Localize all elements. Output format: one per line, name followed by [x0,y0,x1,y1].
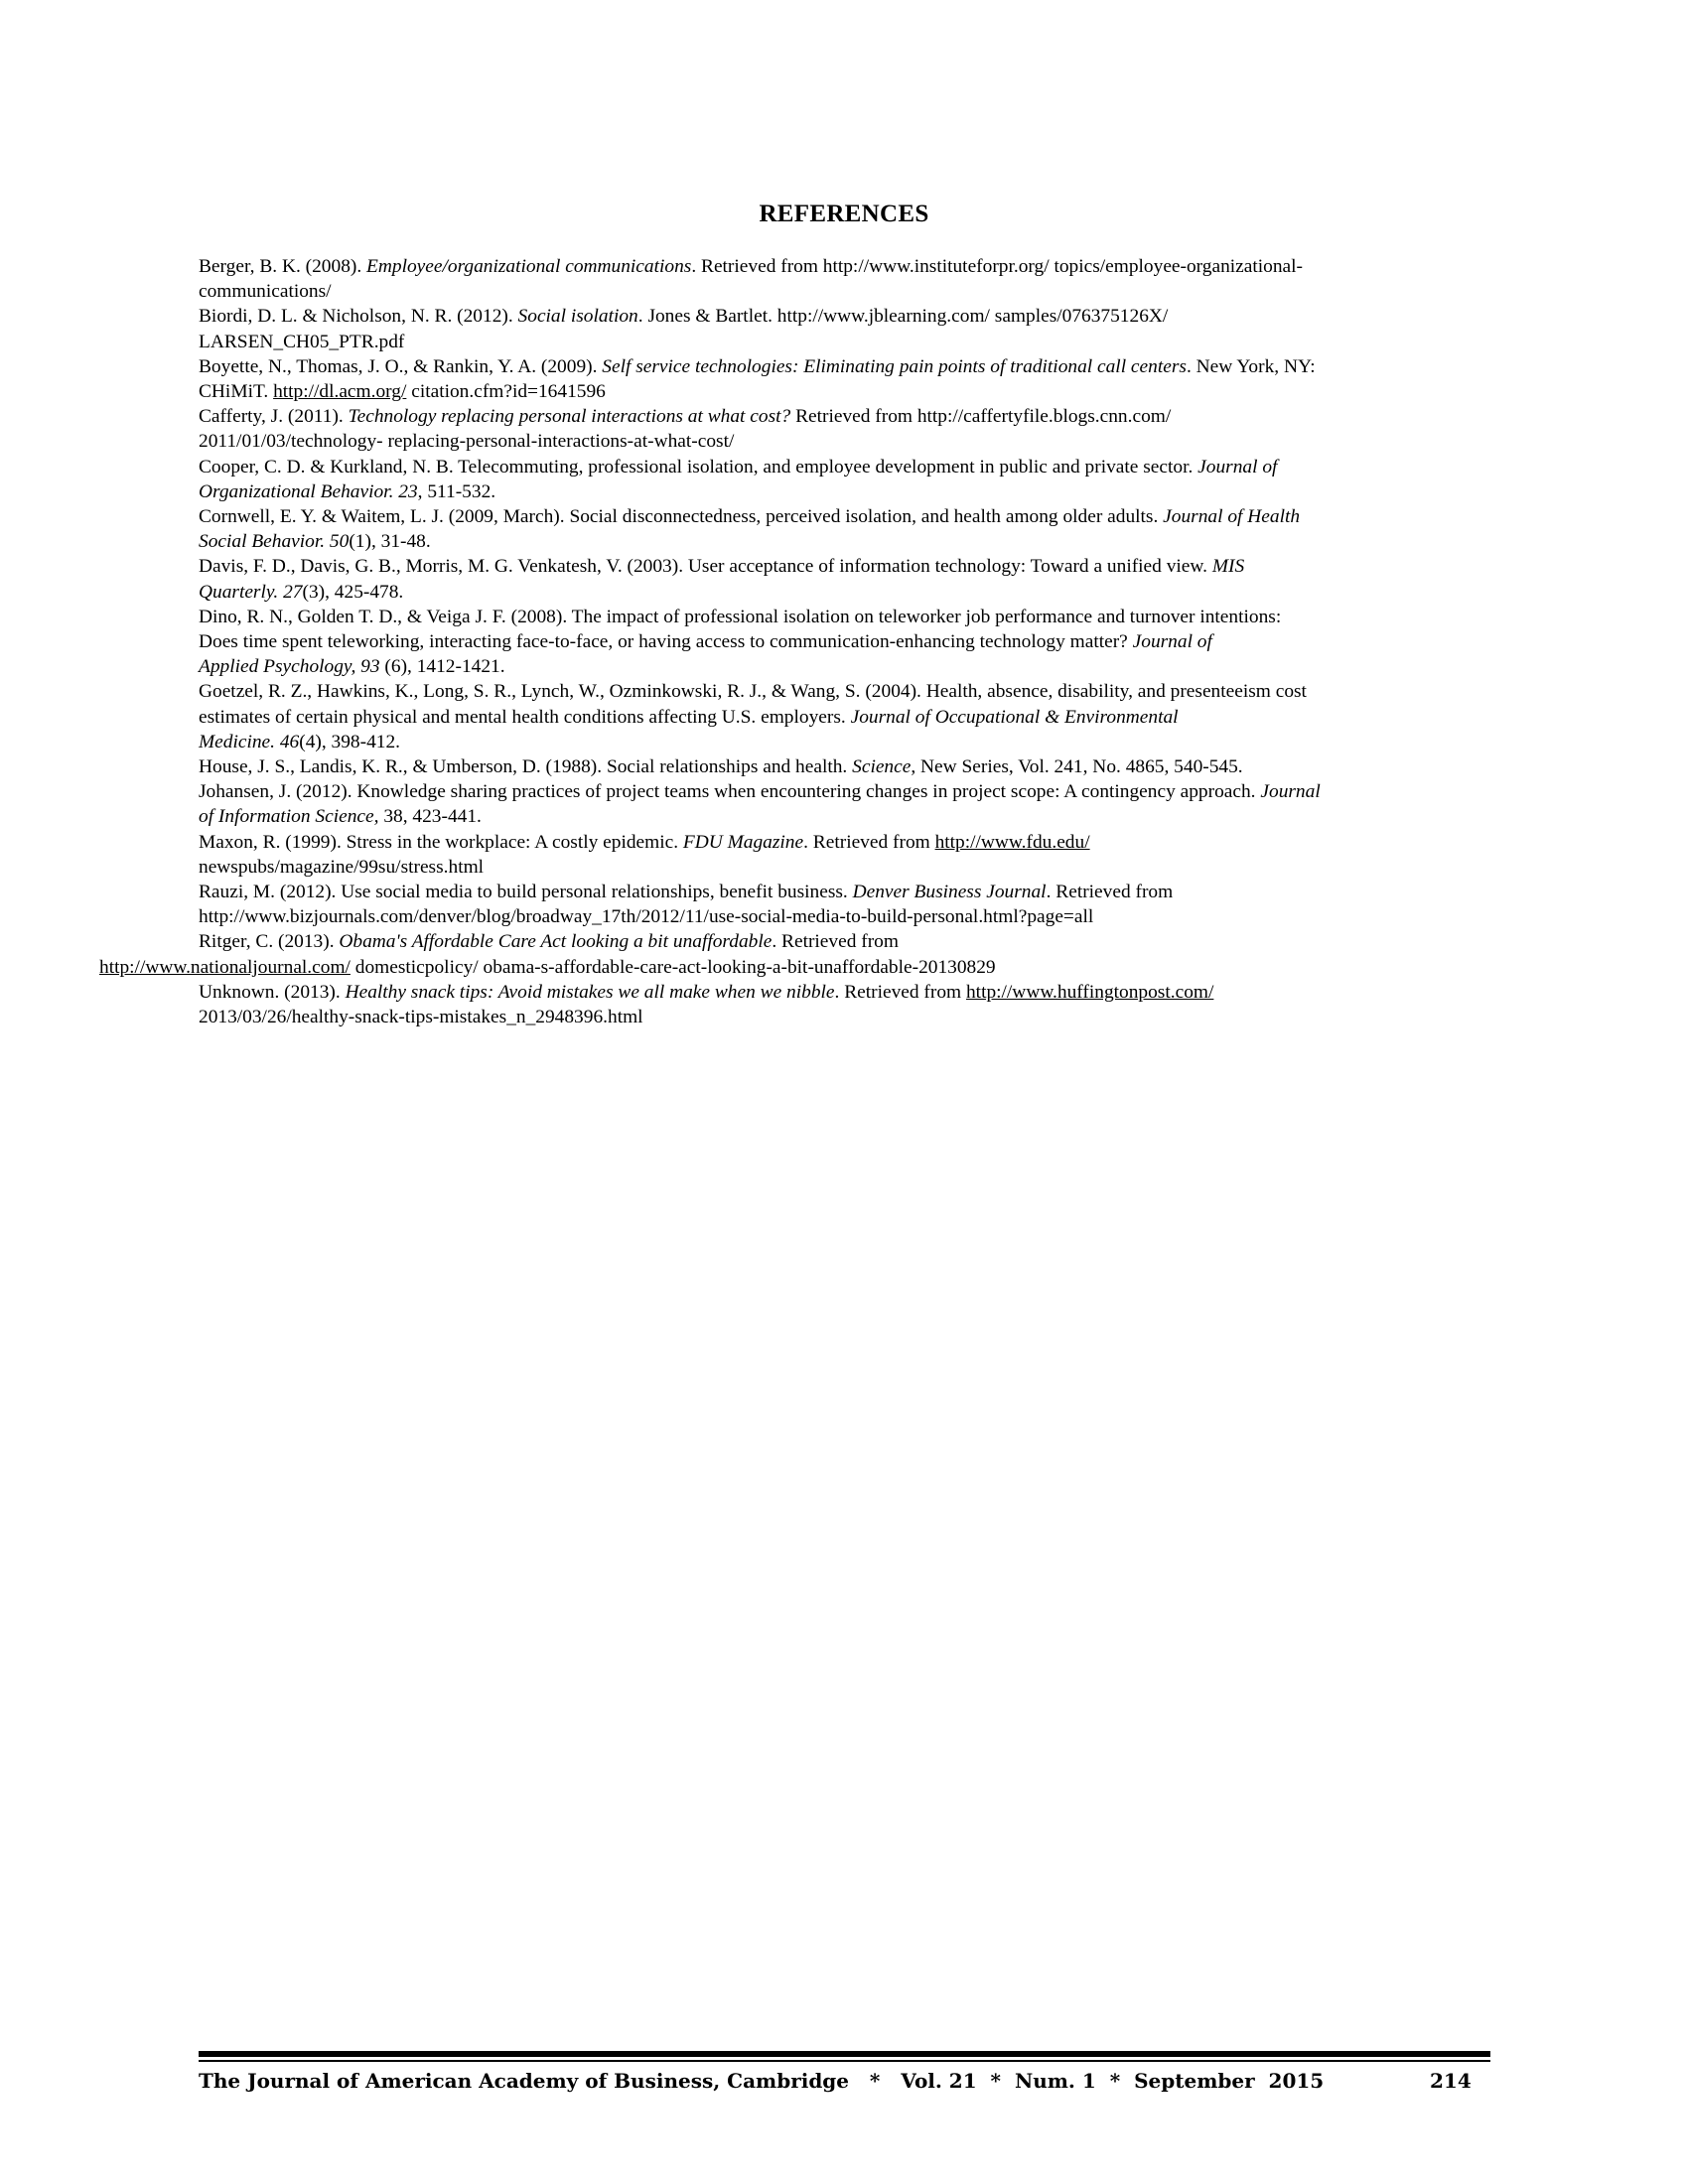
reference-line [199,554,1489,579]
reference-line [199,679,1489,704]
reference-italic-text: Applied Psychology, 93 [199,656,380,678]
reference-line [99,955,1489,980]
reference-italic-text: Obama's Affordable Care Act looking a bit unaffordable [339,931,773,953]
reference-line [199,1005,1489,1029]
references-heading: REFERENCES [759,201,929,227]
reference-text: Cafferty, J. (2011). [199,406,349,428]
reference-text: estimates of certain physical and mental health conditions affecting U.S. employers. [199,706,851,728]
reference-link[interactable]: http://dl.acm.org/ [273,381,407,403]
reference-text: Berger, B. K. (2008). [199,256,367,277]
reference-line [199,754,1489,779]
reference-line [199,304,1489,329]
reference-entry [199,679,1489,754]
reference-text: (6), 1412-1421. [379,656,505,678]
reference-line [199,880,1489,904]
reference-italic-text: Journal of Health [1163,506,1301,528]
footer-journal-title: The Journal of American Academy of Business, Cambridge * Vol. 21 * Num. 1 * September 2015 [199,2069,1325,2093]
reference-text: , New Series, Vol. 241, No. 4865, 540-545. [911,756,1243,778]
reference-italic-text: Science [852,756,912,778]
footer-divider [199,2051,1490,2057]
reference-text: . New York, NY: [1186,355,1316,377]
reference-line [199,529,1489,554]
reference-italic-text: Quarterly. 27 [199,581,303,603]
reference-text: House, J. S., Landis, K. R., & Umberson, D. (1988). Social relationships and health. [199,756,853,778]
reference-text: Goetzel, R. Z., Hawkins, K., Long, S. R., Lynch, W., Ozminkowski, R. J., & Wang, S. (2004). Health, absence, disability, and presenteeism cost [199,681,1307,703]
reference-text: Davis, F. D., Davis, G. B., Morris, M. G. Venkatesh, V. (2003). User acceptance of information technology: Toward a unified view. [199,556,1212,578]
reference-italic-text: FDU Magazine [682,831,804,853]
reference-entry [199,404,1489,454]
reference-line [199,455,1489,479]
reference-text: Retrieved from http://caffertyfile.blogs.cnn.com/ [790,406,1172,428]
reference-text: 2013/03/26/healthy-snack-tips-mistakes_n_2948396.html [199,1007,643,1028]
reference-text: . Retrieved from [772,931,899,953]
reference-entry [99,929,1489,979]
reference-text: communications/ [199,281,332,303]
reference-line [199,830,1489,855]
reference-italic-text: Journal of Occupational & Environmental [850,706,1179,728]
reference-text: domesticpolicy/ obama-s-affordable-care-act-looking-a-bit-unaffordable-20130829 [350,956,996,978]
reference-text: 2011/01/03/technology- replacing-personal-interactions-at-what-cost/ [199,431,735,453]
reference-line [199,804,1489,829]
reference-text: Dino, R. N., Golden T. D., & Veiga J. F. (2008). The impact of professional isolation on teleworker job performance and turnover intentions: [199,606,1282,627]
footer-divider-thin [199,2060,1490,2062]
reference-text: Biordi, D. L. & Nicholson, N. R. (2012). [199,306,518,328]
reference-text: Rauzi, M. (2012). Use social media to build personal relationships, benefit business. [199,882,853,903]
reference-entry [199,754,1489,779]
reference-line [199,379,1489,404]
reference-italic-text: Social isolation [517,306,638,328]
reference-text: Maxon, R. (1999). Stress in the workplace: A costly epidemic. [199,831,683,853]
reference-line [199,904,1489,929]
reference-line [199,654,1489,679]
reference-line [199,504,1489,529]
reference-italic-text: MIS [1211,556,1245,578]
reference-text: Boyette, N., Thomas, J. O., & Rankin, Y. A. (2009). [199,355,603,377]
reference-text: . Retrieved from http://www.instituteforpr.org/ topics/employee-organizational- [691,256,1304,277]
reference-line [199,330,1489,354]
reference-italic-text: Journal of [1197,456,1278,478]
reference-entry [199,504,1489,554]
reference-line [199,929,1489,954]
reference-text: 38, 423-441. [378,806,482,828]
reference-entry [199,554,1489,604]
reference-line [199,779,1489,804]
reference-text: , 511-532. [417,480,496,502]
reference-line [199,429,1489,454]
reference-line [199,629,1489,654]
reference-italic-text: Healthy snack tips: Avoid mistakes we all make when we nibble [345,981,835,1003]
reference-text: (1), 31-48. [349,531,431,553]
reference-italic-text: Organizational Behavior. 23 [199,480,418,502]
reference-line [199,254,1489,279]
reference-italic-text: Employee/organizational communications [366,256,692,277]
reference-text: Cornwell, E. Y. & Waitem, L. J. (2009, March). Social disconnectedness, perceived isolation, and health among older adults. [199,506,1164,528]
reference-italic-text: Technology replacing personal interactions at what cost? [348,406,791,428]
reference-text: Unknown. (2013). [199,981,346,1003]
reference-link[interactable]: http://www.fdu.edu/ [934,831,1090,853]
reference-text: Ritger, C. (2013). [199,931,340,953]
reference-entry [199,254,1489,304]
reference-text: newspubs/magazine/99su/stress.html [199,856,485,878]
reference-text: citation.cfm?id=1641596 [406,381,606,403]
reference-entry [199,830,1489,880]
reference-entry [199,354,1489,404]
reference-italic-text: of Information Science, [199,806,379,828]
reference-text: . Retrieved from [1046,882,1174,903]
reference-italic-text: Denver Business Journal [852,882,1047,903]
reference-text: LARSEN_CH05_PTR.pdf [199,331,405,352]
reference-text: Does time spent teleworking, interacting face-to-face, or having access to communication-enhancing technology matter? [199,631,1133,653]
reference-line [199,279,1489,304]
reference-entry [199,455,1489,504]
reference-italic-text: Journal of [1132,631,1212,653]
reference-line [199,730,1489,754]
reference-text: (3), 425-478. [302,581,404,603]
reference-link[interactable]: http://www.huffingtonpost.com/ [965,981,1214,1003]
reference-italic-text: Medicine. 46 [199,731,300,752]
reference-italic-text: Journal [1260,781,1321,803]
reference-entry [199,304,1489,353]
reference-text: Johansen, J. (2012). Knowledge sharing practices of project teams when encountering changes in project scope: A contingency approach. [199,781,1261,803]
reference-entry [199,605,1489,680]
reference-text: CHiMiT. [199,381,274,403]
reference-line [199,705,1489,730]
reference-text: Cooper, C. D. & Kurkland, N. B. Telecommuting, professional isolation, and employee development in public and private sector. [199,456,1198,478]
reference-entry [199,779,1489,829]
reference-list [99,254,1489,1029]
reference-text: . Retrieved from [803,831,935,853]
reference-italic-text: Social Behavior. 50 [199,531,350,553]
reference-line [199,980,1489,1005]
reference-line [199,404,1489,429]
reference-line [199,605,1489,629]
reference-text: . Jones & Bartlet. http://www.jblearning.com/ samples/076375126X/ [637,306,1169,328]
reference-line [199,479,1489,504]
reference-text: http://www.bizjournals.com/denver/blog/broadway_17th/2012/11/use-social-media-to-build-personal.html?page=all [199,906,1094,928]
reference-text: (4), 398-412. [299,731,401,752]
reference-line [199,580,1489,605]
reference-line [199,354,1489,379]
reference-text: . Retrieved from [834,981,966,1003]
reference-line [199,855,1489,880]
reference-entry [199,980,1489,1029]
reference-link[interactable]: http://www.nationaljournal.com/ [99,956,351,978]
page-footer [199,2069,1489,2099]
reference-entry [199,880,1489,929]
page-number: 214 [1430,2069,1472,2093]
reference-italic-text: Self service technologies: Eliminating pain points of traditional call centers [602,355,1187,377]
